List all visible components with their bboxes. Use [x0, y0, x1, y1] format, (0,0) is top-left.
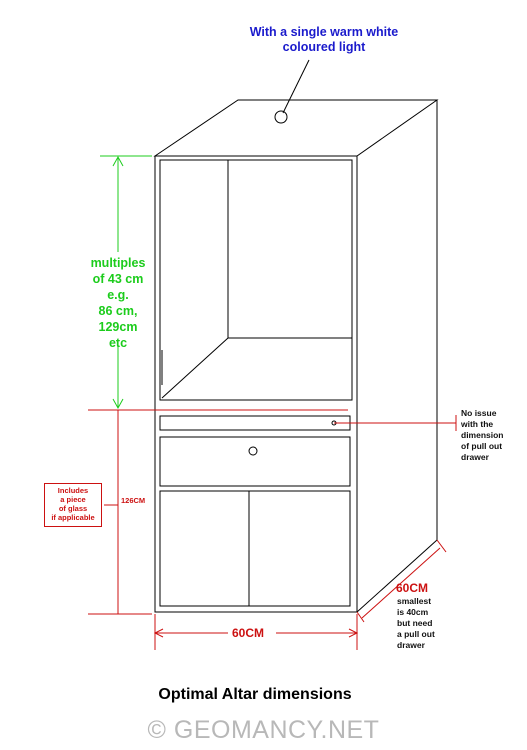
- drawer-note-line5: drawer: [461, 452, 489, 462]
- niche-back-wall: [228, 160, 352, 338]
- depth-note-line3: but need: [397, 618, 433, 628]
- cabinet-front: [155, 156, 357, 612]
- niche-note-line6: etc: [108, 336, 128, 350]
- glass-note: [44, 483, 102, 527]
- drawer-note: [461, 408, 525, 463]
- light-caption-line2: coloured light: [282, 40, 366, 54]
- width-dimension-label: 60CM: [232, 626, 265, 640]
- drawer-note-line1: No issue: [461, 408, 497, 418]
- height-dimension-label: 126CM: [121, 496, 146, 505]
- cabinet-top: [155, 100, 437, 156]
- light-caption-line1: With a single warm white: [249, 25, 399, 39]
- niche-note-line5: 129cm: [98, 320, 138, 334]
- glass-note-line3: of glass: [58, 504, 88, 513]
- glass-note-line4: if applicable: [51, 513, 95, 522]
- depth-note-line1: smallest: [397, 596, 432, 606]
- copyright-watermark: © GEOMANCY.NET: [147, 716, 380, 744]
- depth-note-line2: is 40cm: [397, 607, 429, 617]
- niche-note-line1: multiples: [90, 256, 146, 270]
- light-caption: [224, 25, 424, 55]
- depth-note-line4: a pull out: [397, 629, 435, 639]
- niche-floor-edge: [162, 338, 228, 398]
- drawer-note-line2: with the: [461, 419, 494, 429]
- drawer-note-line4: of pull out: [461, 441, 503, 451]
- lower-doors: [160, 491, 350, 606]
- drawer-note-line3: dimension: [461, 430, 504, 440]
- drawer-knob: [249, 447, 257, 455]
- depth-note-line5: drawer: [397, 640, 425, 650]
- niche-note-line2: of 43 cm: [92, 272, 144, 286]
- niche-note-line3: e.g.: [107, 288, 129, 302]
- depth-note: [397, 596, 467, 651]
- glass-note-line2: a piece: [60, 495, 86, 504]
- glass-note-line1: Includes: [57, 486, 89, 495]
- niche-note-line4: 86 cm,: [98, 304, 138, 318]
- niche-height-note: [76, 255, 160, 351]
- light-leader-line: [283, 60, 309, 113]
- red-depth-ext: [437, 540, 446, 552]
- pull-out-shelf: [160, 416, 350, 430]
- light-fixture: [275, 111, 287, 123]
- depth-dimension-label: 60CM: [396, 581, 429, 595]
- niche-opening: [160, 160, 352, 400]
- diagram-title: Optimal Altar dimensions: [158, 686, 352, 703]
- drawer: [160, 437, 350, 486]
